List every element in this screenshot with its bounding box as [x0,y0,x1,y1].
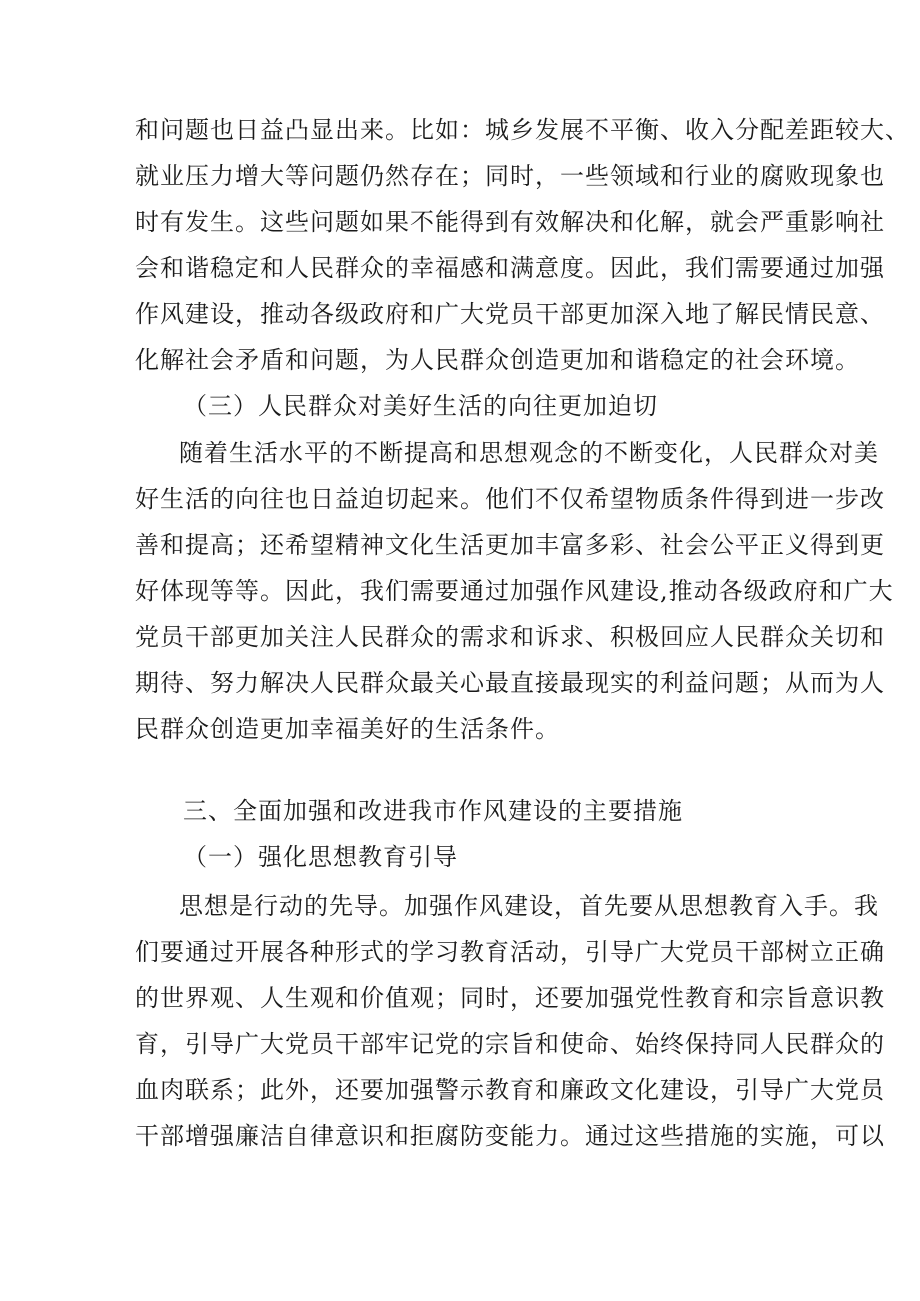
subheading-text: （一）强化思想教育引导 [183,843,458,871]
paragraph-body [135,883,885,1159]
text-line: 干部增强廉洁自律意识和拒腐防变能力。通过这些措施的实施，可以 [135,1122,885,1150]
paragraph-body [135,430,894,752]
text-line: 就业压力增大等问题仍然存在；同时，一些领域和行业的腐败现象也 [135,162,885,190]
text-line: 善和提高；还希望精神文化生活更加丰富多彩、社会公平正义得到更 [135,531,885,559]
text-line: 血肉联系；此外，还要加强警示教育和廉政文化建设，引导广大党员 [135,1076,885,1104]
heading-text: 三、全面加强和改进我市作风建设的主要措施 [183,797,683,825]
paragraph-body [135,107,910,383]
text-line: 会和谐稳定和人民群众的幸福感和满意度。因此，我们需要通过加强 [135,254,885,282]
subheading-text: （三）人民群众对美好生活的向往更加迫切 [183,392,658,420]
section-heading [183,788,843,834]
text-line: 作风建设，推动各级政府和广大党员干部更加深入地了解民情民意、 [135,300,885,328]
text-line: 民群众创造更加幸福美好的生活条件。 [135,715,560,743]
section-subheading [183,383,843,429]
text-line: 期待、努力解决人民群众最关心最直接最现实的利益问题；从而为人 [135,669,885,697]
text-line: 时有发生。这些问题如果不能得到有效解决和化解，就会严重影响社 [135,208,885,236]
text-line: 好体现等等。因此，我们需要通过加强作风建设,推动各级政府和广大 [135,577,894,605]
text-line: 们要通过开展各种形式的学习教育活动，引导广大党员干部树立正确 [135,938,885,966]
text-line: 党员干部更加关注人民群众的需求和诉求、积极回应人民群众关切和 [135,623,885,651]
text-line: 好生活的向往也日益迫切起来。他们不仅希望物质条件得到进一步改 [135,485,885,513]
text-line: 思想是行动的先导。加强作风建设，首先要从思想教育入手。我 [179,892,879,920]
text-line: 育，引导广大党员干部牢记党的宗旨和使命、始终保持同人民群众的 [135,1030,885,1058]
text-line: 和问题也日益凸显出来。比如：城乡发展不平衡、收入分配差距较大、 [135,116,910,144]
text-line: 化解社会矛盾和问题，为人民群众创造更加和谐稳定的社会环境。 [135,346,860,374]
text-line: 随着生活水平的不断提高和思想观念的不断变化，人民群众对美 [179,439,879,467]
section-subheading [183,834,843,880]
text-line: 的世界观、人生观和价值观；同时，还要加强党性教育和宗旨意识教 [135,984,885,1012]
